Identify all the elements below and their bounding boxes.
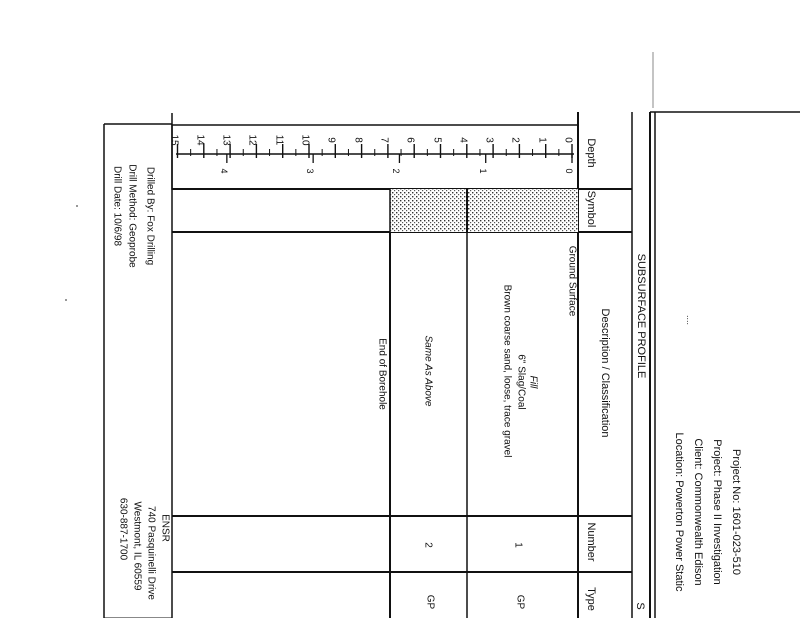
end-of-borehole: End of Borehole [376,338,388,410]
depth-feet-label: 15 [168,134,179,146]
depth-feet-label: 0 [562,137,574,143]
scan-dot [65,299,67,301]
depth-feet-label: 11 [273,134,285,146]
scan-dot [76,205,78,207]
layer1-detail: 6" Slag/Coal [515,354,527,410]
depth-meter-label: 0 [564,168,574,174]
description-column-header: Description / Classification [599,308,611,438]
sample-1-type: GP [514,594,526,610]
sample-2-type: GP [424,594,436,610]
depth-feet-label: 7 [378,137,390,143]
depth-meter-label: 4 [218,168,229,174]
layer2-description: Same As Above [422,335,434,407]
ground-surface-label: Ground Surface [566,245,578,317]
depth-feet-label: 8 [352,137,364,143]
section-title: SUBSURFACE PROFILE [635,253,647,379]
depth-meter-label: 3 [305,168,316,174]
number-column-header: Number [585,522,597,562]
drill-method: Drill Method: Geoprobe [126,164,138,268]
partial-column-header: S [634,602,646,610]
company-address-line1: 740 Pasquinelli Drive [145,506,157,600]
depth-feet-label: 14 [194,134,206,146]
depth-feet-label: 13 [220,134,232,146]
depth-feet-label: 1 [536,137,548,143]
company-address-line2: Westmont, IL 60559 [131,501,143,591]
location: Location: Powerton Power Static [673,432,685,592]
soil-symbol-fill [390,189,578,232]
drill-date: Drill Date: 10/6/98 [111,165,123,247]
depth-feet-label: 2 [509,137,521,143]
depth-meter-label: 2 [391,168,402,174]
company-name: ENSR [159,514,171,542]
depth-column-header: Depth [585,138,597,168]
company-phone: 630-887-1700 [117,497,129,561]
depth-feet-label: 10 [299,134,311,146]
symbol-column-header: Symbol [585,190,597,228]
depth-feet-label: 3 [483,137,495,143]
layer1-title: Fill [527,375,539,389]
header-dots: .... [685,314,695,326]
depth-feet-label: 9 [325,137,337,143]
depth-meter-label: 1 [477,168,488,174]
depth-feet-label: 12 [246,134,258,146]
sample-2-number: 2 [422,542,434,548]
project-number: Project No: 1601-023-510 [730,449,742,575]
type-column-header: Type [585,587,597,611]
layer1-description: Brown coarse sand, loose, trace gravel [501,284,513,458]
sample-1-number: 1 [512,542,524,548]
project-name: Project: Phase II Investigation [711,439,723,585]
depth-feet-label: 5 [431,137,442,143]
depth-feet-label: 6 [404,137,416,143]
drilled-by: Drilled By: Fox Drilling [144,166,156,266]
client-name: Client: Commonwealth Edison [692,438,704,586]
depth-feet-label: 4 [457,137,469,143]
